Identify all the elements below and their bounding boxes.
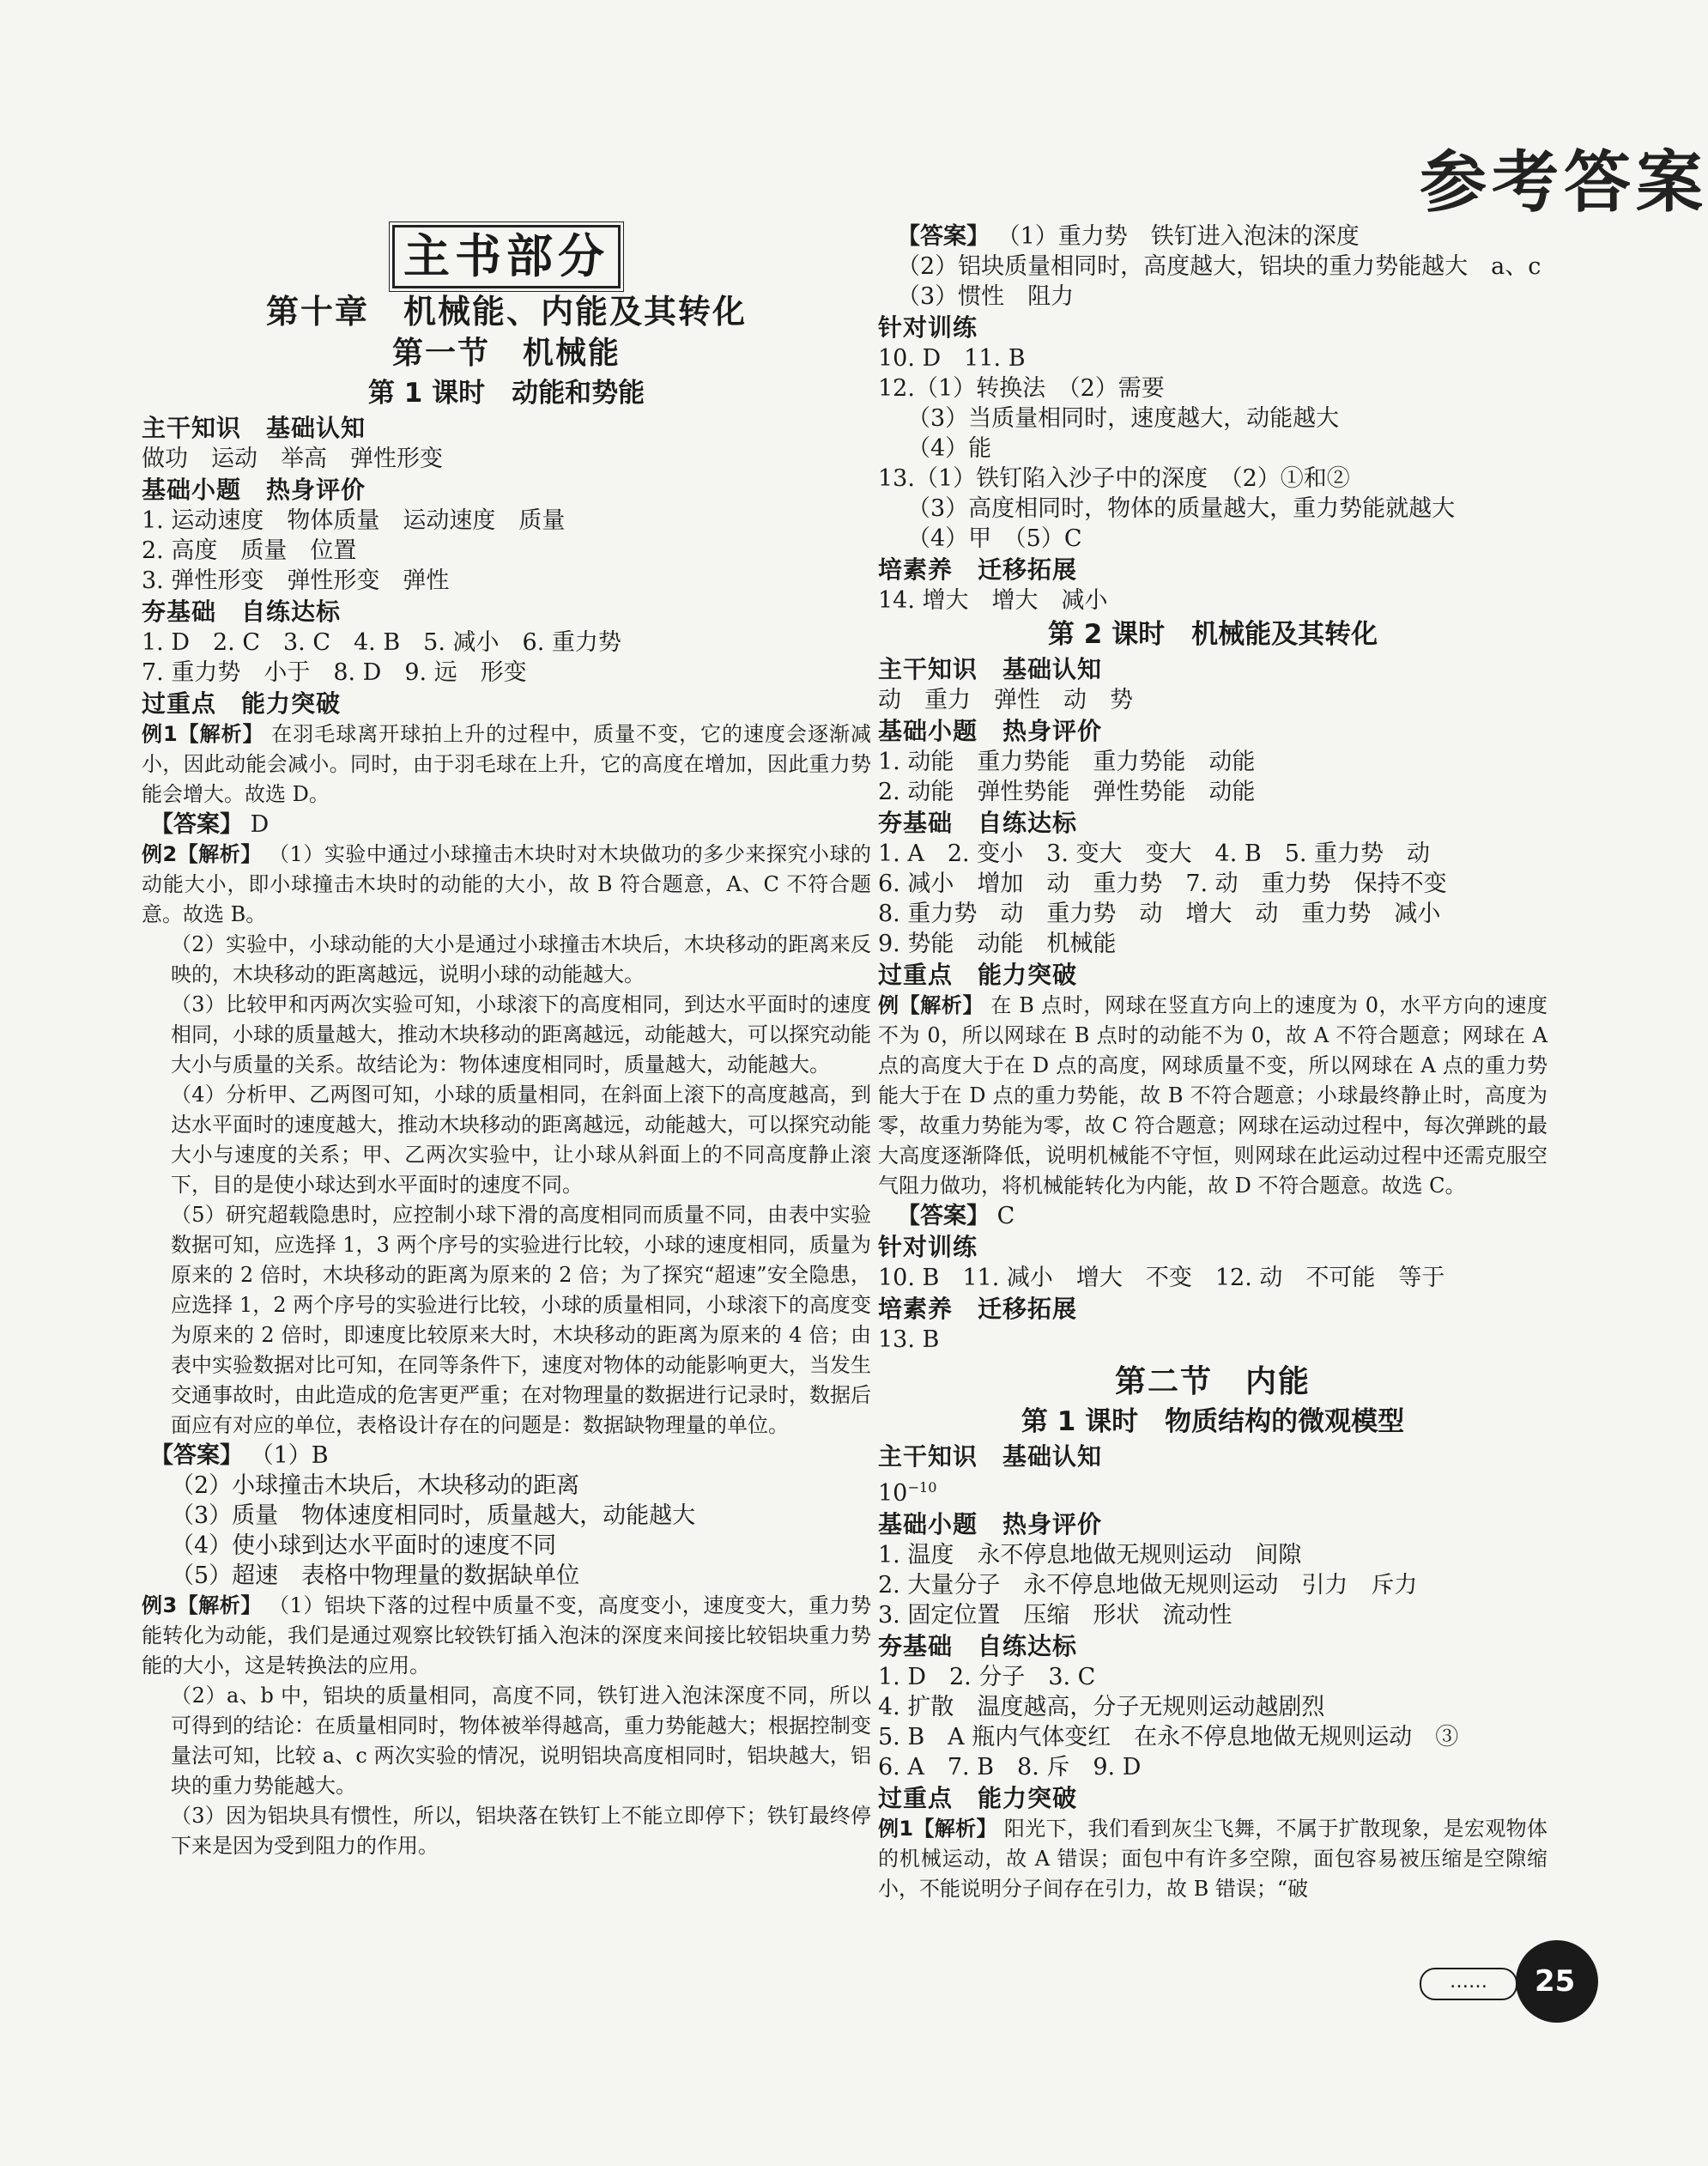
example-answer [878, 1201, 1547, 1231]
subheading: 夯基础 自练达标 [878, 809, 1078, 837]
answer-line: （5）超速 表格中物理量的数据缺单位 [171, 1562, 580, 1589]
example-analysis [878, 1814, 1547, 1904]
answer-line: 做功 运动 举高 弹性形变 [142, 446, 443, 472]
answer-line: 7. 重力势 小于 8. D 9. 远 形变 [142, 659, 527, 686]
example-text: （1）实验中通过小球撞击木块时对木块做功的多少来探究小球的动能大小，即小球撞击木块时的动能的大小，故 B 符合题意，A、C 不符合题意。故选 B。 [142, 842, 871, 926]
subheading: 基础小题 热身评价 [142, 476, 366, 504]
answer-line: 9. 势能 动能 机械能 [878, 931, 1117, 957]
left-column [142, 225, 871, 1861]
subheading: 针对训练 [878, 1233, 978, 1261]
subheading: 过重点 能力突破 [878, 961, 1078, 989]
example-analysis [142, 1591, 871, 1681]
answer-line: 2. 大量分子 永不停息地做无规则运动 引力 斥力 [878, 1572, 1418, 1599]
power-exponent: −10 [907, 1479, 937, 1496]
answer-line: （4）甲 （5）C [907, 525, 1082, 552]
answer-line: 12.（1）转换法 （2）需要 [878, 375, 1165, 402]
lesson-title: 第 2 课时 机械能及其转化 [1047, 619, 1378, 650]
answer-tag: 【答案】 [897, 1203, 990, 1229]
answer-line: 3. 弹性形变 弹性形变 弹性 [142, 567, 450, 594]
subheading: 主干知识 基础认知 [878, 655, 1103, 683]
page-number: 25 [1516, 1940, 1598, 2023]
answer-line: 1. 温度 永不停息地做无规则运动 间隙 [878, 1542, 1302, 1568]
answer-line: （3）质量 物体速度相同时，质量越大，动能越大 [171, 1502, 696, 1529]
example-text: 在 B 点时，网球在竖直方向上的速度为 0，水平方向的速度不为 0，所以网球在 B 点时的动能不为 0，故 A 不符合题意；网球在 A 点的高度大于在 D 点的高度，网球质量不变，所以网球在 A 点的重力势能大于在 D 点的重力势能，故 B 不符合题意；小球最终静止时，高度为零，故重力势能为零，故 C 符合题意；网球在运动过程中，每次弹跳的最大高度逐渐降低，说明机械能不守恒，则网球在此运动过程中还需克服空气阻力做功，将机械能转化为内能，故 D 不符合题意。故选 C。 [878, 993, 1548, 1198]
answer-line: 1. 动能 重力势能 重力势能 动能 [878, 749, 1256, 775]
answer-text: （1）重力势 铁钉进入泡沫的深度 [996, 223, 1360, 250]
subheading: 过重点 能力突破 [878, 1784, 1078, 1812]
example-paragraph: （4）分析甲、乙两图可知，小球的质量相同，在斜面上滚下的高度越高，到达水平面时的速度越大，推动木块移动的距离越远，动能越大，可以探究动能大小与速度的关系；甲、乙两次实验中，让小球从斜面上的不同高度静止滚下，目的是使小球达到水平面时的速度不同。 [171, 1083, 871, 1197]
answer-line: （2）小球撞击木块后，木块移动的距离 [171, 1472, 580, 1499]
answer-line: 14. 增大 增大 减小 [878, 587, 1108, 614]
subheading: 培素养 迁移拓展 [878, 555, 1078, 584]
subheading: 夯基础 自练达标 [878, 1632, 1078, 1660]
answer-line: （3）当质量相同时，速度越大，动能越大 [907, 405, 1340, 432]
answer-tag: 【答案】 [897, 223, 990, 250]
subheading: 夯基础 自练达标 [142, 598, 342, 626]
answer-tag: 【答案】 [150, 811, 243, 838]
answer-line: 6. A 7. B 8. 斥 9. D [878, 1754, 1142, 1781]
power-base: 10 [878, 1480, 908, 1507]
subheading: 培素养 迁移拓展 [878, 1295, 1078, 1323]
example-text: 阳光下，我们看到灰尘飞舞，不属于扩散现象，是宏观物体的机械运动，故 A 错误；面包中有许多空隙，面包容易被压缩是空隙缩小，不能说明分子间存在引力，故 B 错误；“破 [878, 1817, 1547, 1901]
answer-line: 动 重力 弹性 动 势 [878, 687, 1133, 713]
answer-line: （3）高度相同时，物体的质量越大，重力势能就越大 [907, 495, 1456, 522]
answer-line [878, 1472, 1547, 1508]
answer-line: 3. 固定位置 压缩 形状 流动性 [878, 1602, 1233, 1629]
example-analysis [878, 991, 1547, 1201]
answer-line: （4）能 [907, 435, 992, 462]
subheading: 主干知识 基础认知 [878, 1442, 1103, 1471]
section-title: 第二节 内能 [1114, 1364, 1311, 1399]
answer-line: 1. D 2. 分子 3. C [878, 1664, 1096, 1690]
page-header-title: 参考答案 [1420, 144, 1708, 221]
answer-line: 10. B 11. 减小 增大 不变 12. 动 不可能 等于 [878, 1265, 1445, 1291]
answer-line: 1. A 2. 变小 3. 变大 变大 4. B 5. 重力势 动 [878, 840, 1431, 867]
subheading: 过重点 能力突破 [142, 689, 342, 718]
example-paragraph: （2）a、b 中，铝块的质量相同，高度不同，铁钉进入泡沫深度不同，所以可得到的结论：在质量相同时，物体被举得越高，重力势能越大；根据控制变量法可知，比较 a、c 两次实验的情况，说明铝块高度相同时，铝块越大，铝块的重力势能越大。 [171, 1684, 871, 1798]
section-title: 第一节 机械能 [391, 336, 621, 371]
subheading: 基础小题 热身评价 [878, 717, 1103, 745]
example-paragraph: （3）比较甲和丙两次实验可知，小球滚下的高度相同，到达水平面时的速度相同，小球的质量越大，推动木块移动的距离越远，动能越大，可以探究动能大小与质量的关系。故结论为：物体速度相同时，质量越大，动能越大。 [171, 992, 871, 1077]
right-column [878, 221, 1547, 1904]
answer-text: （1）B [250, 1442, 329, 1469]
example-paragraph: （3）因为铝块具有惯性，所以，铝块落在铁钉上不能立即停下；铁钉最终停下来是因为受到阻力的作用。 [171, 1804, 871, 1858]
lesson-title: 第 1 课时 动能和势能 [367, 378, 645, 409]
example-text: （1）铝块下落的过程中质量不变，高度变小，速度变大，重力势能转化为动能，我们是通过观察比较铁钉插入泡沫的深度来间接比较铝块重力势能的大小，这是转换法的应用。 [142, 1593, 871, 1678]
answer-line: 5. B A 瓶内气体变红 在永不停息地做无规则运动 ③ [878, 1724, 1459, 1750]
example-text: 在羽毛球离开球拍上升的过程中，质量不变，它的速度会逐渐减小，因此动能会减小。同时，由于羽毛球在上升，它的高度在增加，因此重力势能会增大。故选 D。 [142, 722, 871, 806]
subheading: 针对训练 [878, 313, 978, 342]
answer-tag: 【答案】 [150, 1442, 243, 1469]
example-tag: 例1【解析】 [878, 1817, 997, 1841]
answer-line: 13. B [878, 1326, 940, 1353]
example-paragraph: （5）研究超载隐患时，应控制小球下滑的高度相同而质量不同，由表中实验数据可知，应选择 1，3 两个序号的实验进行比较，小球的速度相同，质量为原来的 2 倍时，木块移动的距离为原来的 2 倍；为了探究“超速”安全隐患，应选择 1，2 两个序号的实验进行比较，小球的质量相同，小球滚下的高度变为原来的 2 倍时，即速度比较原来大时，木块移动的距离为原来的 4 倍；由表中实验数据对比可知，在同等条件下，速度对物体的动能影响更大，当发生交通事故时，由此造成的危害更严重；在对物理量的数据进行记录时，数据后面应有对应的单位，表格设计存在的问题是：数据缺物理量的单位。 [171, 1203, 871, 1437]
example-analysis [142, 840, 871, 930]
example-answer [142, 810, 871, 840]
example-tag: 例2【解析】 [142, 842, 262, 866]
answer-line: （4）使小球到达水平面时的速度不同 [171, 1532, 557, 1559]
example-tag: 例【解析】 [878, 993, 984, 1017]
example-answer [142, 1441, 871, 1471]
example-analysis [142, 719, 871, 810]
subheading: 基础小题 热身评价 [878, 1510, 1103, 1538]
answer-line: 2. 动能 弹性势能 弹性势能 动能 [878, 779, 1256, 805]
chapter-title: 第十章 机械能、内能及其转化 [265, 293, 747, 331]
answer-line: 1. D 2. C 3. C 4. B 5. 减小 6. 重力势 [142, 629, 621, 656]
answer-line: （3）惯性 阻力 [897, 283, 1075, 310]
main-book-title: 主书部分 [392, 225, 621, 288]
example-answer [878, 221, 1547, 252]
answer-line: 2. 高度 质量 位置 [142, 537, 357, 564]
page-dots-decoration: …… [1420, 1968, 1517, 2000]
example-tag: 例1【解析】 [142, 722, 264, 746]
lesson-title: 第 1 课时 物质结构的微观模型 [1021, 1406, 1405, 1437]
answer-line: 8. 重力势 动 重力势 动 增大 动 重力势 减小 [878, 901, 1441, 927]
answer-line: 6. 减小 增加 动 重力势 7. 动 重力势 保持不变 [878, 871, 1447, 897]
answer-line: 13.（1）铁钉陷入沙子中的深度 （2）①和② [878, 465, 1350, 492]
answer-line: 4. 扩散 温度越高，分子无规则运动越剧烈 [878, 1694, 1325, 1720]
example-paragraph: （2）实验中，小球动能的大小是通过小球撞击木块后，木块移动的距离来反映的，木块移动的距离越远，说明小球的动能越大。 [171, 932, 871, 986]
example-tag: 例3【解析】 [142, 1593, 262, 1617]
subheading: 主干知识 基础认知 [142, 414, 366, 442]
answer-line: 10. D 11. B [878, 345, 1026, 372]
answer-line: 1. 运动速度 物体质量 运动速度 质量 [142, 507, 566, 534]
answer-text: D [250, 811, 270, 838]
answer-line: （2）铝块质量相同时，高度越大，铝块的重力势能越大 a、c [897, 253, 1541, 280]
answer-text: C [996, 1203, 1015, 1229]
